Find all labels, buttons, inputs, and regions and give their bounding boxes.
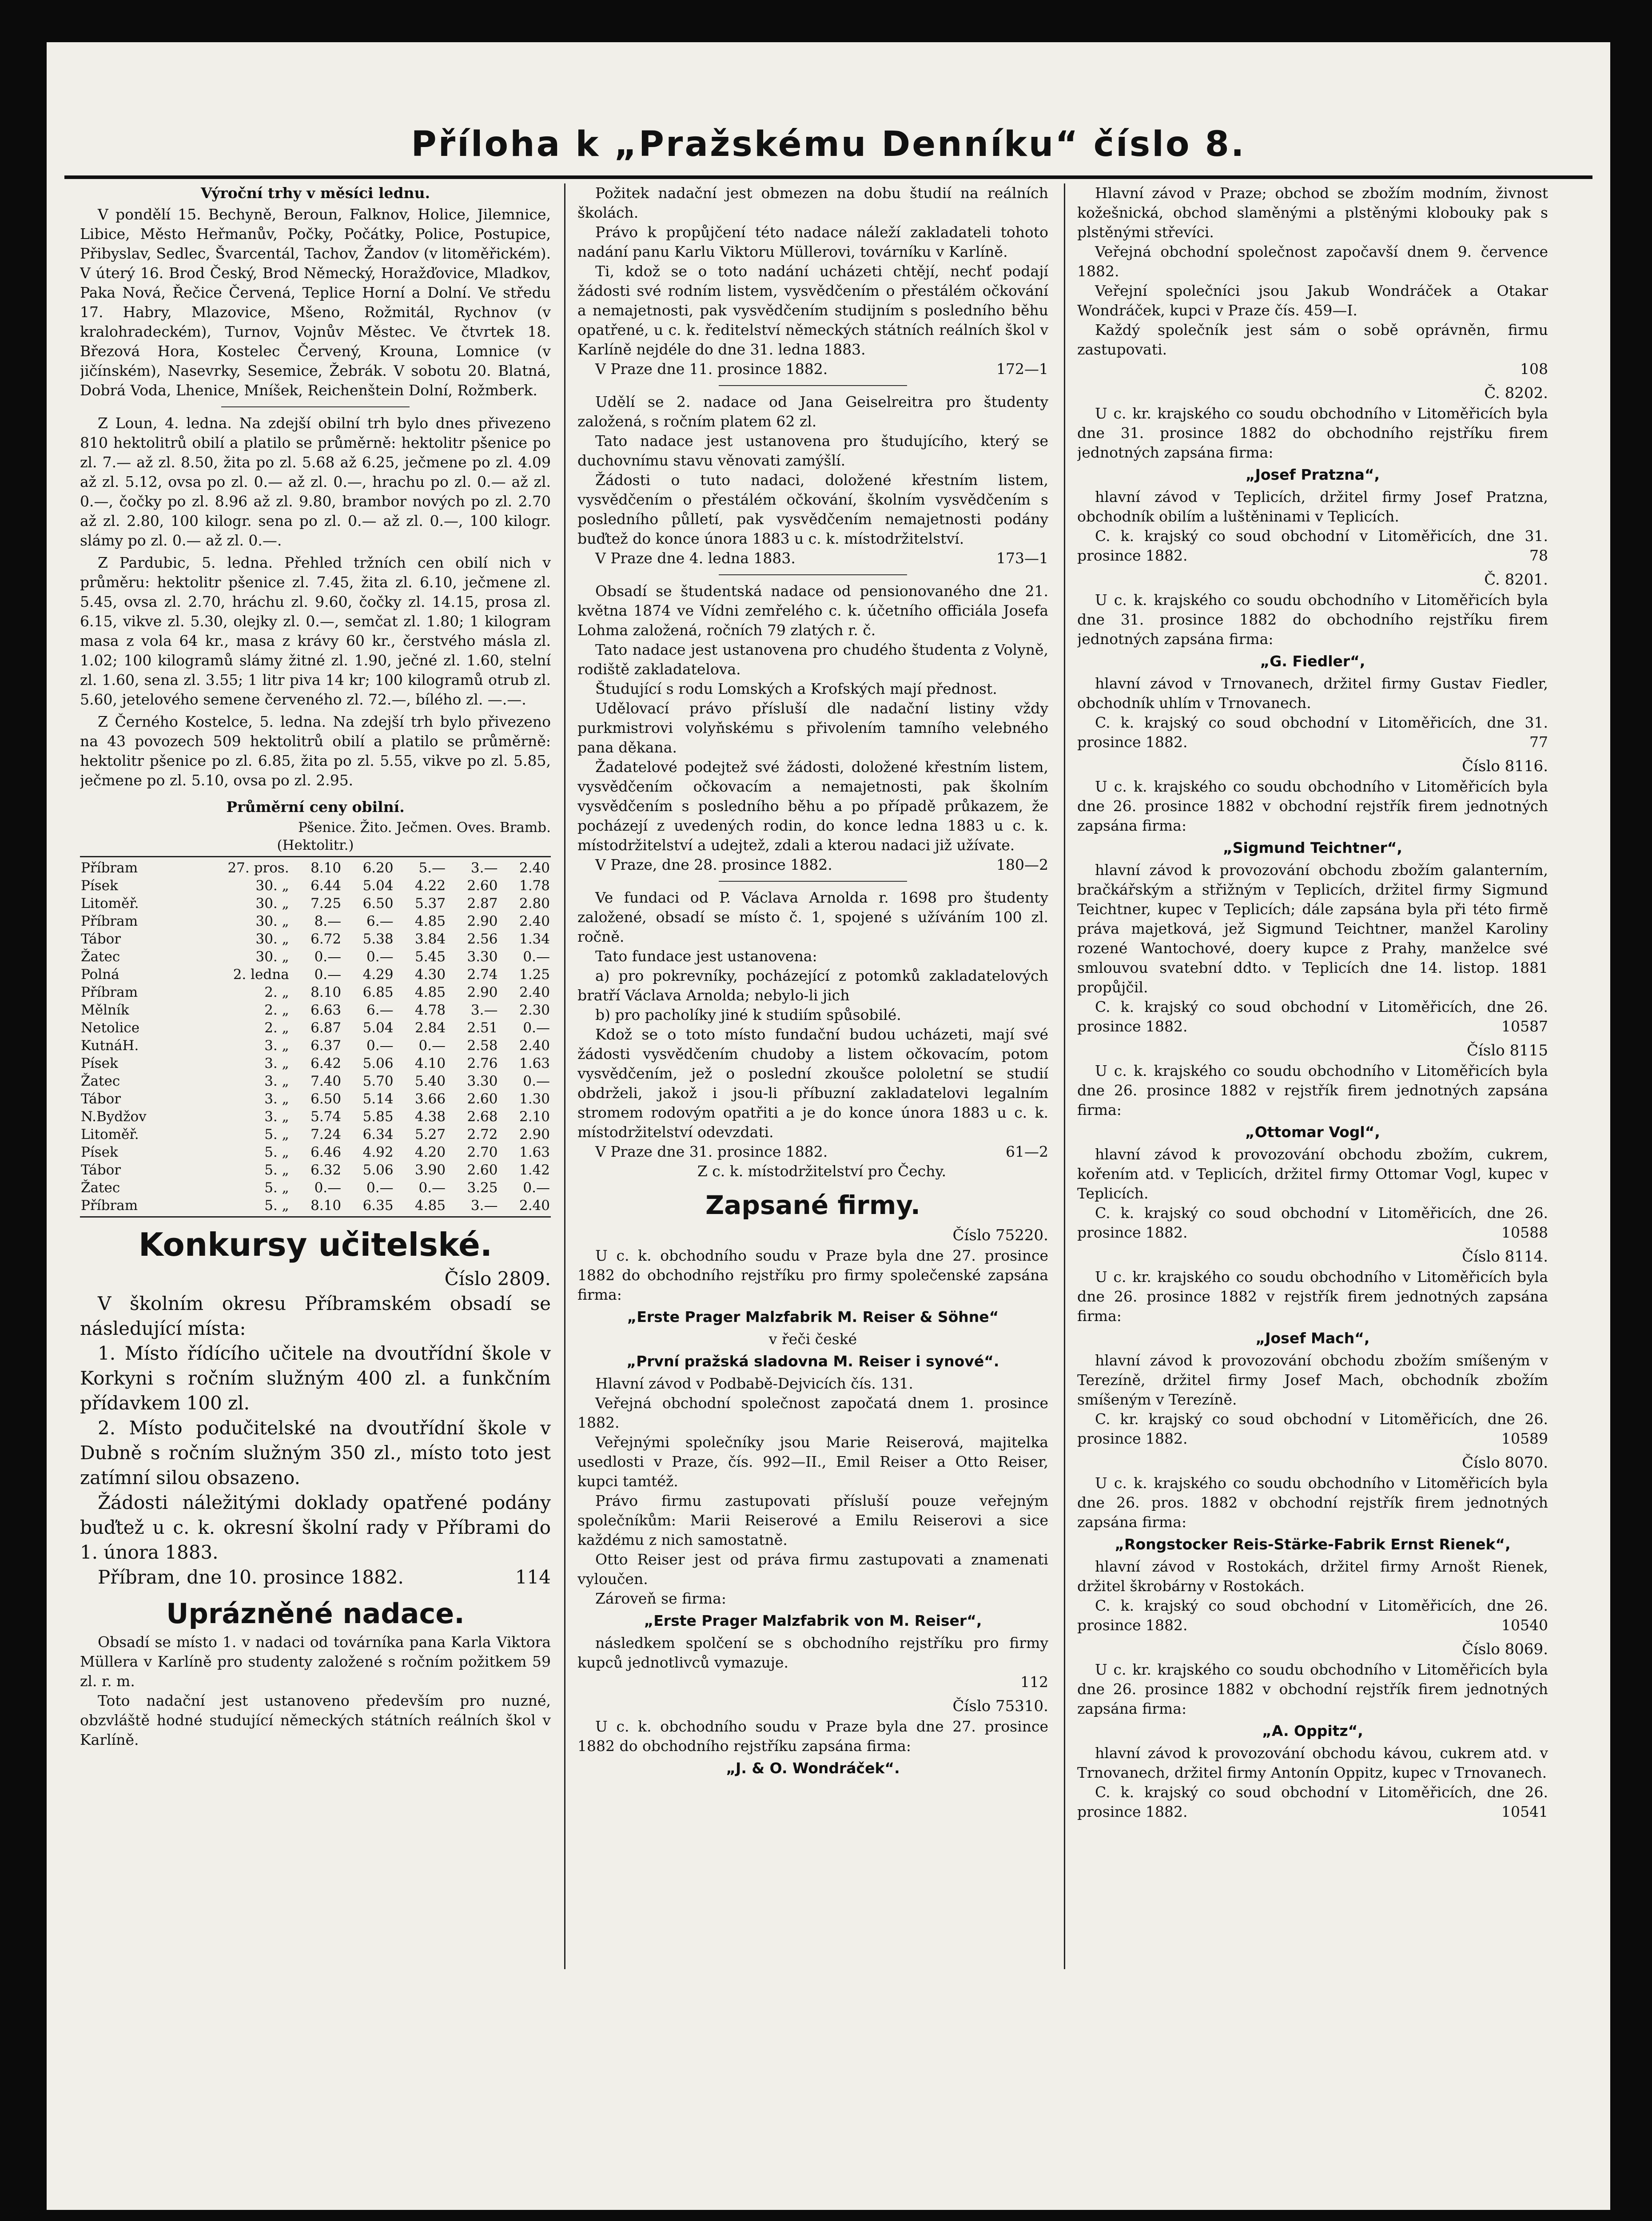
firmG-p1: U c. k. krajského co soudu obchodního v Litoměřicích byla dne 26. pros. 1882 v obchodní rejstřík firem jednotných zapsána firma: — [1077, 1474, 1548, 1531]
price-value: 2.51 — [467, 1020, 498, 1036]
price-value: 3.— — [470, 1198, 498, 1214]
price-town: Příbram — [81, 984, 138, 1000]
price-value: 5.38 — [362, 931, 394, 947]
separator — [719, 881, 907, 882]
prices-row — [80, 1161, 551, 1179]
prices-row — [80, 877, 551, 895]
prices-row — [80, 1197, 551, 1214]
firmE-court: C. k. krajský co soud obchodní v Litoměřicích, dne 26. prosince 1882. — [1077, 1204, 1548, 1241]
price-value: 5.40 — [415, 1073, 446, 1089]
nadace4-date: V Praze dne 31. prosince 1882. — [595, 1143, 828, 1160]
firmB-court: C. k. krajský co soud obchodní v Litoměřicích, dne 31. prosince 1882. — [1077, 527, 1548, 564]
prices-row — [80, 983, 551, 1001]
konkursy-section — [80, 1266, 551, 1590]
price-town: Příbram — [81, 860, 138, 876]
newspaper-page — [47, 42, 1610, 2210]
price-town: Příbram — [81, 913, 138, 929]
prices-row — [80, 859, 551, 877]
market-cerny-kostelec: Z Černého Kostelce, 5. ledna. Na zdejší trh bylo přivezeno na 43 povozech 509 hektolitrů obilí a platilo se průměrně: hektolitr pšenice po zl. 6.85, žita po zl. 5.55, vikve po zl. 5.85, ječmene po zl. 5.10, ovsa po zl. 2.95. — [80, 713, 551, 789]
price-value: 6.— — [366, 913, 394, 929]
column-3 — [1077, 183, 1548, 1969]
firm1-ref: 112 — [1020, 1673, 1048, 1691]
price-value: 7.25 — [310, 896, 342, 911]
prices-table — [80, 859, 551, 1214]
price-value: 5.14 — [362, 1091, 394, 1107]
price-value: 4.38 — [415, 1109, 446, 1125]
firm1-p6: Otto Reiser jest od práva firmu zastupovati a znamenati vyloučen. — [577, 1551, 1048, 1588]
prices-row — [80, 1001, 551, 1019]
nadace3-p2: Tato nadace jest ustanovena pro chudého študenta z Volyně, rodiště zakladatelova. — [577, 641, 1048, 678]
price-value: 7.40 — [310, 1073, 342, 1089]
firmD-p3 — [1077, 997, 1548, 1036]
price-value: 1.25 — [519, 967, 550, 983]
firmD-number: Číslo 8116. — [1462, 757, 1548, 775]
firmD-ref: 10587 — [1501, 1018, 1548, 1035]
fairs-heading: Výroční trhy v měsíci lednu. — [200, 184, 430, 202]
nadace3-p5: Žadatelové podejtež své žádosti, doložené křestním listem, vysvědčením očkovacím a nemajetnosti, pak školním vysvědčením s posledního běhu a po případě průkazem, že pocházejí z uvedených rodin, do konce ledna 1883 u c. k. místodržitelství a udejtež, zdali a kterou nadaci již užívate. — [577, 758, 1048, 854]
prices-row — [80, 1108, 551, 1126]
price-date: 2. „ — [264, 1002, 289, 1018]
price-value: 2.76 — [467, 1055, 498, 1071]
firmA-p4: Každý společník jest sám o sobě oprávněn, firmu zastupovati. — [1077, 321, 1548, 358]
price-value: 0.— — [366, 949, 394, 965]
prices-row — [80, 1090, 551, 1108]
prices-row — [80, 966, 551, 983]
price-value: 5.85 — [362, 1109, 394, 1125]
price-value: 3.30 — [467, 949, 498, 965]
firmB-p2: hlavní závod v Teplicích, držitel firmy Josef Pratzna, obchodník obilím a luštěninami v Teplicích. — [1077, 488, 1548, 525]
price-value: 2.30 — [519, 1002, 550, 1018]
price-town: Písek — [81, 878, 118, 894]
nadace4-p5: Kdož se o toto místo fundační budou ucházeti, mají své žádosti vysvědčením chudoby a listem očkovacím, potom vysvědčením, jež o poslední zkoušce pololetní se studií obdrželi, jakož i jsou-li příbuzní zakladatelovi legalním stromem rodovým opatřiti a je do konce února 1883 u c. k. místodržitelství odevzdati. — [577, 1026, 1048, 1141]
prices-row — [80, 1179, 551, 1197]
nadace4-p1: Ve fundaci od P. Václava Arnolda r. 1698 pro študenty založené, obsadí se místo č. 1, spojené s užíváním 100 zl. ročně. — [577, 889, 1048, 945]
price-town: Písek — [81, 1055, 118, 1071]
separator — [719, 574, 907, 575]
price-value: 5.06 — [362, 1055, 394, 1071]
konkursy-date: Příbram, dne 10. prosince 1882. — [98, 1566, 404, 1588]
price-town: Žatec — [81, 949, 120, 965]
price-value: 4.85 — [415, 1198, 446, 1214]
nadace2-ref: 173—1 — [996, 549, 1048, 567]
price-value: 0.— — [366, 1038, 394, 1054]
firmE-name: „Ottomar Vogl“, — [1245, 1123, 1380, 1141]
firmE-p2: hlavní závod k provozování obchodu zbožím, cukrem, kořením atd. v Teplicích, držitel firmy Ottomar Vogl, kupec v Teplicích. — [1077, 1146, 1548, 1202]
prices-row — [80, 1126, 551, 1143]
price-value: 1.63 — [519, 1144, 550, 1160]
column-2 — [577, 183, 1048, 1969]
price-value: 6.32 — [310, 1162, 342, 1178]
firmE-number: Číslo 8115 — [1466, 1042, 1548, 1059]
price-value: 4.78 — [415, 1002, 446, 1018]
price-value: 2.60 — [467, 1162, 498, 1178]
price-value: 1.42 — [519, 1162, 550, 1178]
price-value: 1.78 — [519, 878, 550, 894]
firmC-p3 — [1077, 713, 1548, 752]
firmE-p3 — [1077, 1203, 1548, 1242]
konkursy-p3: 2. Místo podučitelské na dvoutřídní škole v Dubně s ročním služným 350 zl., místo toto jest zatímní silou obsazeno. — [80, 1417, 551, 1489]
price-value: 2.60 — [467, 1091, 498, 1107]
price-value: 0.— — [523, 949, 550, 965]
firmA-ref: 108 — [1520, 360, 1548, 378]
price-value: 6.20 — [362, 860, 394, 876]
price-date: 5. „ — [264, 1162, 289, 1178]
price-value: 6.85 — [362, 984, 394, 1000]
column-rule-1 — [564, 183, 565, 1969]
price-value: 6.50 — [310, 1091, 342, 1107]
nadace2-p1: Udělí se 2. nadace od Jana Geiselreitra pro študenty založená, s ročním platem 62 zl. — [577, 393, 1048, 430]
firmB-p3 — [1077, 526, 1548, 565]
price-value: 2.90 — [467, 913, 498, 929]
nadace1-p2: Právo k propůjčení této nadace náleží zakladateli tohoto nadání panu Karlu Viktoru Müllerovi, továrníku v Karlíně. — [577, 223, 1048, 260]
firmC-number: Č. 8201. — [1484, 571, 1548, 589]
prices-row — [80, 1072, 551, 1090]
price-value: 2.80 — [519, 896, 550, 911]
nadace4-authority: Z c. k. místodržitelství pro Čechy. — [697, 1162, 947, 1180]
prices-row — [80, 1037, 551, 1055]
price-date: 3. „ — [264, 1038, 289, 1054]
firmC-ref: 77 — [1529, 733, 1548, 751]
firmH-p2: hlavní závod k provozování obchodu kávou, cukrem atd. v Trnovanech, držitel firmy Antonín Oppitz, kupec v Trnovanech. — [1077, 1744, 1548, 1781]
nadace4-ref: 61—2 — [1006, 1143, 1048, 1160]
price-value: 8.10 — [310, 1198, 342, 1214]
price-value: 6.87 — [310, 1020, 342, 1036]
firm1-p8: následkem spolčení se s obchodního rejstříku pro firmy kupců jednotlivců vymazuje. — [577, 1634, 1048, 1671]
firm1-p4: Veřejnými společníky jsou Marie Reiserová, majitelka usedlosti v Praze, čís. 992—II., Emil Reiser a Otto Reiser, kupci tamtéž. — [577, 1433, 1048, 1490]
price-date: 3. „ — [264, 1109, 289, 1125]
nadace4-sign — [577, 1142, 1048, 1162]
price-value: 4.30 — [415, 967, 446, 983]
firmG-number: Číslo 8070. — [1462, 1454, 1548, 1472]
price-town: Netolice — [81, 1020, 140, 1036]
separator — [719, 385, 907, 386]
firmC-p1: U c. k. krajského co soudu obchodního v Litoměřicích byla dne 31. prosince 1882 do obchodního rejstříku firem jednotných zapsána firma: — [1077, 591, 1548, 648]
price-value: 6.72 — [310, 931, 342, 947]
price-value: 6.37 — [310, 1038, 342, 1054]
upraznene-p2: Toto nadační jest ustanoveno především pro nuzné, obzvláště hodné studující německých státních reálních škol v Karlíně. — [80, 1692, 551, 1748]
nadace3-ref: 180—2 — [996, 856, 1048, 873]
nadace1-p3: Ti, kdož se o toto nadání ucházeti chtějí, nechť podají žádosti své rodním listem, vysvědčením o přestálém očkování a nemajetnosti, pak vysvědčením studijním s posledního běhu opatřené, u c. k. ředitelství německých státních reálních škol v Karlíně nejdéle do dne 31. ledna 1883. — [577, 263, 1048, 358]
prices-rule — [80, 856, 551, 857]
firm1-p1: U c. k. obchodního soudu v Praze byla dne 27. prosince 1882 do obchodního rejstříku pro firmy společenské zapsána firma: — [577, 1247, 1048, 1303]
market-louny: Z Loun, 4. ledna. Na zdejší obilní trh bylo dnes přivezeno 810 hektolitrů obilí a platilo se průměrně: hektolitr pšenice po zl. 7.— až zl. 8.50, žita po zl. 5.68 až 6.25, ječmene po zl. 4.09 až zl. 5.12, ovsa po zl. 0.— až zl. 0.—, hrachu po zl. 0.— až zl. 0.—, čočky po zl. 8.96 až zl. 9.80, brambor nových po zl. 2.70 až zl. 2.80, 100 kilogr. sena po zl. 0.— až zl. 0.—, 100 kilogr. slámy po zl. 0.— až zl. 0.—. — [80, 414, 551, 549]
zapsane-heading: Zapsané firmy. — [705, 1190, 920, 1220]
firm1-p7: Zároveň se firma: — [595, 1590, 726, 1607]
price-value: 2.74 — [467, 967, 498, 983]
nadace2-date: V Praze dne 4. ledna 1883. — [595, 549, 796, 567]
konkursy-heading: Konkursy učitelské. — [138, 1226, 493, 1263]
price-value: 4.10 — [415, 1055, 446, 1071]
price-value: 0.— — [314, 967, 342, 983]
price-value: 2.40 — [519, 984, 550, 1000]
price-value: 6.35 — [362, 1198, 394, 1214]
price-value: 4.29 — [362, 967, 394, 983]
price-date: 2. „ — [264, 984, 289, 1000]
firmA-p1: Hlavní závod v Praze; obchod se zbožím modním, živnost kožešnická, obchod slaměnými a plstěnými klobouky pak s plstěnými střevíci. — [1077, 184, 1548, 241]
nadace2-sign — [577, 549, 1048, 568]
firmG-p3 — [1077, 1596, 1548, 1635]
price-town: Žatec — [81, 1073, 120, 1089]
price-value: 1.34 — [519, 931, 550, 947]
price-value: 5.— — [418, 860, 446, 876]
firmH-number: Číslo 8069. — [1462, 1640, 1548, 1658]
price-value: 8.10 — [310, 860, 342, 876]
price-value: 4.92 — [362, 1144, 394, 1160]
price-value: 2.60 — [467, 878, 498, 894]
firmG-ref: 10540 — [1501, 1616, 1548, 1634]
price-value: 2.84 — [415, 1020, 446, 1036]
nadace3-date: V Praze, dne 28. prosince 1882. — [595, 856, 832, 873]
firmG-name: „Rongstocker Reis-Stärke-Fabrik Ernst Rienek“, — [1115, 1536, 1511, 1553]
price-value: 2.40 — [519, 860, 550, 876]
firmH-name: „A. Oppitz“, — [1262, 1722, 1363, 1739]
price-value: 6.— — [366, 1002, 394, 1018]
prices-row — [80, 1019, 551, 1037]
price-value: 5.04 — [362, 878, 394, 894]
price-date: 30. „ — [255, 931, 289, 947]
firmB-number: Č. 8202. — [1484, 384, 1548, 402]
price-value: 6.42 — [310, 1055, 342, 1071]
price-value: 0.— — [314, 949, 342, 965]
price-date: 5. „ — [264, 1144, 289, 1160]
price-value: 0.— — [366, 1180, 394, 1196]
price-town: Tábor — [81, 1091, 121, 1107]
firm2-p1: U c. k. obchodního soudu v Praze byla dne 27. prosince 1882 do obchodního rejstříku zapsána firma: — [577, 1718, 1048, 1755]
price-value: 6.44 — [310, 878, 342, 894]
firmH-ref: 10541 — [1501, 1803, 1548, 1820]
upraznene-p1: Obsadí se místo 1. v nadaci od továrníka pana Karla Viktora Müllera v Karlíně pro studenty založené s ročním požitkem 59 zl. r. m. — [80, 1633, 551, 1690]
firmD-court: C. k. krajský co soud obchodní v Litoměřicích, dne 26. prosince 1882. — [1077, 998, 1548, 1035]
price-date: 30. „ — [255, 913, 289, 929]
price-value: 5.70 — [362, 1073, 394, 1089]
price-value: 3.84 — [415, 931, 446, 947]
prices-columns: Pšenice. Žito. Ječmen. Oves. Bramb. — [298, 820, 551, 836]
price-value: 0.— — [418, 1038, 446, 1054]
firm1-lang: v řeči české — [768, 1330, 857, 1348]
price-date: 5. „ — [264, 1126, 289, 1142]
price-date: 5. „ — [264, 1198, 289, 1214]
price-value: 4.22 — [415, 878, 446, 894]
price-value: 4.85 — [415, 984, 446, 1000]
price-value: 6.34 — [362, 1126, 394, 1142]
nadace4-p3: a) pro pokrevníky, pocházející z potomků zakladatelových bratří Václava Arnolda; nebylo-li jich — [577, 967, 1048, 1004]
price-value: 2.72 — [467, 1126, 498, 1142]
prices-row — [80, 1143, 551, 1161]
firmF-p3 — [1077, 1409, 1548, 1449]
prices-unit: (Hektolitr.) — [277, 837, 354, 853]
firm1-name-czech: „První pražská sladovna M. Reiser i synové“. — [626, 1353, 999, 1370]
price-value: 1.30 — [519, 1091, 550, 1107]
firm2-name: „J. & O. Wondráček“. — [726, 1759, 900, 1777]
price-town: Žatec — [81, 1180, 120, 1196]
price-value: 2.40 — [519, 1038, 550, 1054]
price-date: 3. „ — [264, 1055, 289, 1071]
masthead-rule — [64, 175, 1592, 179]
price-value: 5.37 — [415, 896, 446, 911]
firmF-p1: U c. kr. krajského co soudu obchodního v Litoměřicích byla dne 26. prosince 1882 v rejstřík firem jednotných zapsána firma: — [1077, 1268, 1548, 1325]
price-value: 2.68 — [467, 1109, 498, 1125]
konkursy-number: Číslo 2809. — [444, 1268, 551, 1290]
price-value: 2.40 — [519, 913, 550, 929]
price-value: 2.87 — [467, 896, 498, 911]
nadace1-ref: 172—1 — [996, 360, 1048, 378]
nadace3-p3: Študující s rodu Lomských a Krofských mají přednost. — [595, 680, 997, 697]
firm1-name-old: „Erste Prager Malzfabrik von M. Reiser“, — [644, 1612, 982, 1629]
prices-row — [80, 1055, 551, 1072]
price-value: 5.06 — [362, 1162, 394, 1178]
firmF-p2: hlavní závod k provozování obchodu zbožím smíšeným v Terezíně, držitel firmy Josef Mach, obchodník zbožím smíšeným v Terezíně. — [1077, 1352, 1548, 1408]
firmG-p2: hlavní závod v Rostokách, držitel firmy Arnošt Rienek, držitel škrobárny v Rostokách. — [1077, 1558, 1548, 1595]
firmD-p2: hlavní závod k provozování obchodu zbožím galanterním, bračkářským a střižným v Teplicích, držitel firmy Sigmund Teichtner, kupec v Teplicích; dále zapsána byla při této firmě práva majetková, jež Sigmund Teichtner, manžel Karoliny rozené Wantochové, doery kupce z Prahy, manželce své smlouvou svatební ddto. v Teplicích dne 14. listop. 1881 propůjčil. — [1077, 861, 1548, 996]
upraznene-heading: Uprázněné nadace. — [166, 1597, 465, 1630]
nadace4-p4: b) pro pacholíky jiné k studiím spůsobilé. — [595, 1006, 901, 1023]
nadace3-sign — [577, 855, 1048, 875]
price-value: 0.— — [418, 1180, 446, 1196]
price-value: 6.63 — [310, 1002, 342, 1018]
price-value: 4.20 — [415, 1144, 446, 1160]
price-town: KutnáH. — [81, 1038, 139, 1054]
price-date: 3. „ — [264, 1073, 289, 1089]
price-value: 8.10 — [310, 984, 342, 1000]
price-value: 0.— — [523, 1020, 550, 1036]
price-date: 2. ledna — [233, 967, 289, 983]
price-value: 2.90 — [519, 1126, 550, 1142]
price-value: 8.— — [314, 913, 342, 929]
price-value: 0.— — [314, 1180, 342, 1196]
price-value: 0.— — [523, 1180, 550, 1196]
konkursy-p1: V školním okresu Příbramském obsadí se následující místa: — [80, 1293, 551, 1339]
price-value: 6.50 — [362, 896, 394, 911]
firmF-ref: 10589 — [1501, 1430, 1548, 1447]
nadace3-p4: Udělovací právo přísluší dle nadační listiny vždy purkmistrovi volyňskému s přivolením tamního velebného pana děkana. — [577, 700, 1048, 756]
price-town: Polná — [81, 967, 119, 983]
market-pardubice: Z Pardubic, 5. ledna. Přehled tržních cen obilí nich v průměru: hektolitr pšenice zl. 7.45, žita zl. 6.10, ječmene zl. 5.45, ovsa zl. 2.70, hráchu zl. 9.60, čočky zl. 14.15, prosa zl. 6.15, vikve zl. 5.30, olejky zl. 0.—, semčat zl. 1.80; 1 kilogram masa z vola 64 kr., masa z krávy 60 kr., čerstvého másla zl. 1.02; 100 kilogramů slámy žitné zl. 1.90, ječné zl. 1.60, stelní zl. 1.60, sena zl. 3.55; 1 litr piva 14 kr; 100 kilogramů otrub zl. 5.60, jetelového semene červeného zl. 72.—, bílého zl. —.—. — [80, 554, 551, 708]
price-town: Litoměř. — [81, 1126, 139, 1142]
price-town: Příbram — [81, 1198, 138, 1214]
firmE-ref: 10588 — [1501, 1224, 1548, 1241]
price-value: 3.— — [470, 860, 498, 876]
firmG-court: C. k. krajský co soud obchodní v Litoměřicích, dne 26. prosince 1882. — [1077, 1597, 1548, 1634]
firmC-p2: hlavní závod v Trnovanech, držitel firmy Gustav Fiedler, obchodník uhlím v Trnovanech. — [1077, 675, 1548, 712]
price-date: 27. pros. — [227, 860, 289, 876]
firm1-p5: Právo firmu zastupovati přísluší pouze veřejným společníkům: Marii Reiserové a Emilu Reiserovi a sice každému z nich samostatně. — [577, 1492, 1048, 1548]
separator — [221, 406, 410, 407]
konkursy-p4: Žádosti náležitými doklady opatřené podány buďtež u c. k. okresní školní rady v Příbrami do 1. února 1883. — [80, 1492, 551, 1563]
konkursy-sign — [80, 1565, 551, 1590]
firmF-name: „Josef Mach“, — [1255, 1329, 1370, 1347]
nadace4-p2: Tato fundace jest ustanovena: — [595, 947, 817, 965]
price-town: Tábor — [81, 931, 121, 947]
price-date: 30. „ — [255, 949, 289, 965]
price-value: 4.85 — [415, 913, 446, 929]
firmE-p1: U c. k. krajského co soudu obchodního v Litoměřicích byla dne 26. prosince 1882 v rejstřík firem jednotných zapsána firma: — [1077, 1062, 1548, 1118]
nadace1-sign — [577, 359, 1048, 379]
price-value: 5.27 — [415, 1126, 446, 1142]
price-date: 30. „ — [255, 878, 289, 894]
konkursy-ref: 114 — [515, 1566, 551, 1588]
price-value: 2.58 — [467, 1038, 498, 1054]
firmB-name: „Josef Pratzna“, — [1245, 466, 1380, 483]
price-value: 5.04 — [362, 1020, 394, 1036]
price-town: Tábor — [81, 1162, 121, 1178]
firmA-p2: Veřejná obchodní společnost započavší dnem 9. července 1882. — [1077, 243, 1548, 280]
firm1-p3: Veřejná obchodní společnost započatá dnem 1. prosince 1882. — [577, 1394, 1048, 1431]
price-date: 30. „ — [255, 896, 289, 911]
nadace1-p1: Požitek nadační jest obmezen na dobu študií na reálních školách. — [577, 184, 1048, 221]
prices-row — [80, 930, 551, 948]
firmH-court: C. k. krajský co soud obchodní v Litoměřicích, dne 26. prosince 1882. — [1077, 1783, 1548, 1820]
price-value: 2.56 — [467, 931, 498, 947]
firm2-number: Číslo 75310. — [952, 1697, 1048, 1715]
firmD-p1: U c. k. krajského co soudu obchodního v Litoměřicích byla dne 26. prosince 1882 v obchodní rejstřík firem jednotných zapsána firma: — [1077, 778, 1548, 834]
firmF-number: Číslo 8114. — [1462, 1248, 1548, 1266]
price-town: Mělník — [81, 1002, 129, 1018]
price-value: 3.25 — [467, 1180, 498, 1196]
prices-rule-bottom — [80, 1216, 551, 1218]
firmC-court: C. k. krajský co soud obchodní v Litoměřicích, dne 31. prosince 1882. — [1077, 714, 1548, 751]
price-value: 1.63 — [519, 1055, 550, 1071]
column-1 — [80, 183, 551, 1996]
firm1-p2: Hlavní závod v Podbabě-Dejvicích čís. 131. — [595, 1375, 913, 1392]
prices-heading: Průměrní ceny obilní. — [226, 798, 405, 816]
price-date: 3. „ — [264, 1091, 289, 1107]
price-value: 3.90 — [415, 1162, 446, 1178]
firm1-number: Číslo 75220. — [952, 1226, 1048, 1244]
nadace2-p3: Žádosti o tuto nadaci, doložené křestním listem, vysvědčením o přestálém očkování, školním vysvědčením s posledního půlletí, pak vysvědčením nemajetnosti podány buďtež do konce února 1883 u c. k. místodržitelství. — [577, 471, 1048, 547]
firmD-name: „Sigmund Teichtner“, — [1223, 839, 1402, 856]
price-value: 3.30 — [467, 1073, 498, 1089]
price-value: 3.66 — [415, 1091, 446, 1107]
price-value: 0.— — [523, 1073, 550, 1089]
price-value: 5.45 — [415, 949, 446, 965]
price-value: 3.— — [470, 1002, 498, 1018]
price-value: 2.70 — [467, 1144, 498, 1160]
price-date: 2. „ — [264, 1020, 289, 1036]
price-value: 2.90 — [467, 984, 498, 1000]
masthead: Příloha k „Pražskému Denníku“ číslo 8. — [411, 124, 1246, 164]
firmB-ref: 78 — [1529, 547, 1548, 564]
price-town: Písek — [81, 1144, 118, 1160]
prices-row — [80, 912, 551, 930]
price-date: 5. „ — [264, 1180, 289, 1196]
nadace1-date: V Praze dne 11. prosince 1882. — [595, 360, 828, 378]
firmH-p3 — [1077, 1783, 1548, 1822]
nadace3-p1: Obsadí se študentská nadace od pensionovaného dne 21. května 1874 ve Vídni zemřelého c. k. účetního officiála Josefa Lohma založená, ročních 79 zlatých r. č. — [577, 582, 1048, 639]
price-town: N.Bydžov — [81, 1109, 147, 1125]
prices-row — [80, 948, 551, 966]
price-value: 6.46 — [310, 1144, 342, 1160]
prices-row — [80, 895, 551, 912]
price-value: 7.24 — [310, 1126, 342, 1142]
firmF-court: C. kr. krajský co soud obchodní v Litoměřicích, dne 26. prosince 1882. — [1077, 1410, 1548, 1447]
price-value: 5.74 — [310, 1109, 342, 1125]
konkursy-p2: 1. Místo řídícího učitele na dvoutřídní škole v Korkyni s ročním služným 400 zl. a funkčním přídavkem 100 zl. — [80, 1342, 551, 1414]
nadace2-p2: Tato nadace jest ustanovena pro študujícího, který se duchovnímu stavu věnovati zamýšlí. — [577, 432, 1048, 469]
firm1-name: „Erste Prager Malzfabrik M. Reiser & Söhne“ — [627, 1308, 999, 1325]
price-value: 2.10 — [519, 1109, 550, 1125]
price-value: 2.40 — [519, 1198, 550, 1214]
firmC-name: „G. Fiedler“, — [1260, 653, 1365, 670]
price-town: Litoměř. — [81, 896, 139, 911]
firmA-p3: Veřejní společníci jsou Jakub Wondráček a Otakar Wondráček, kupci v Praze čís. 459—I. — [1077, 282, 1548, 319]
firmB-p1: U c. kr. krajského co soudu obchodního v Litoměřicích byla dne 31. prosince 1882 do obchodního rejstříku firem jednotných zapsána firma: — [1077, 405, 1548, 461]
column-rule-2 — [1064, 183, 1065, 1969]
firmH-p1: U c. kr. krajského co soudu obchodního v Litoměřicích byla dne 26. prosince 1882 v obchodní rejstřík firem jednotných zapsána firma: — [1077, 1661, 1548, 1717]
fairs-text: V pondělí 15. Bechyně, Beroun, Falknov, Holice, Jilemnice, Libice, Město Heřmanův, Počky, Počátky, Police, Postupice, Přibyslav, Sedlec, Švarcentál, Tachov, Žandov (v litoměřickém). V úterý 16. Brod Český, Brod Německý, Horažďovice, Mladkov, Paka Nová, Řečice Červená, Teplice Horní a Dolní. Ve středu 17. Habry, Mlazovice, Mšeno, Rožmitál, Rychnov (v kralohradeckém), Turnov, Vojnův Městec. Ve čtvrtek 18. Březová Hora, Kostelec Červený, Krouna, Lomnice (v jičínském), Nasevrky, Sesemice, Žebrák. V sobotu 20. Blatná, Dobrá Voda, Lhenice, Mníšek, Reichenštein Dolní, Rožmberk. — [80, 206, 551, 399]
